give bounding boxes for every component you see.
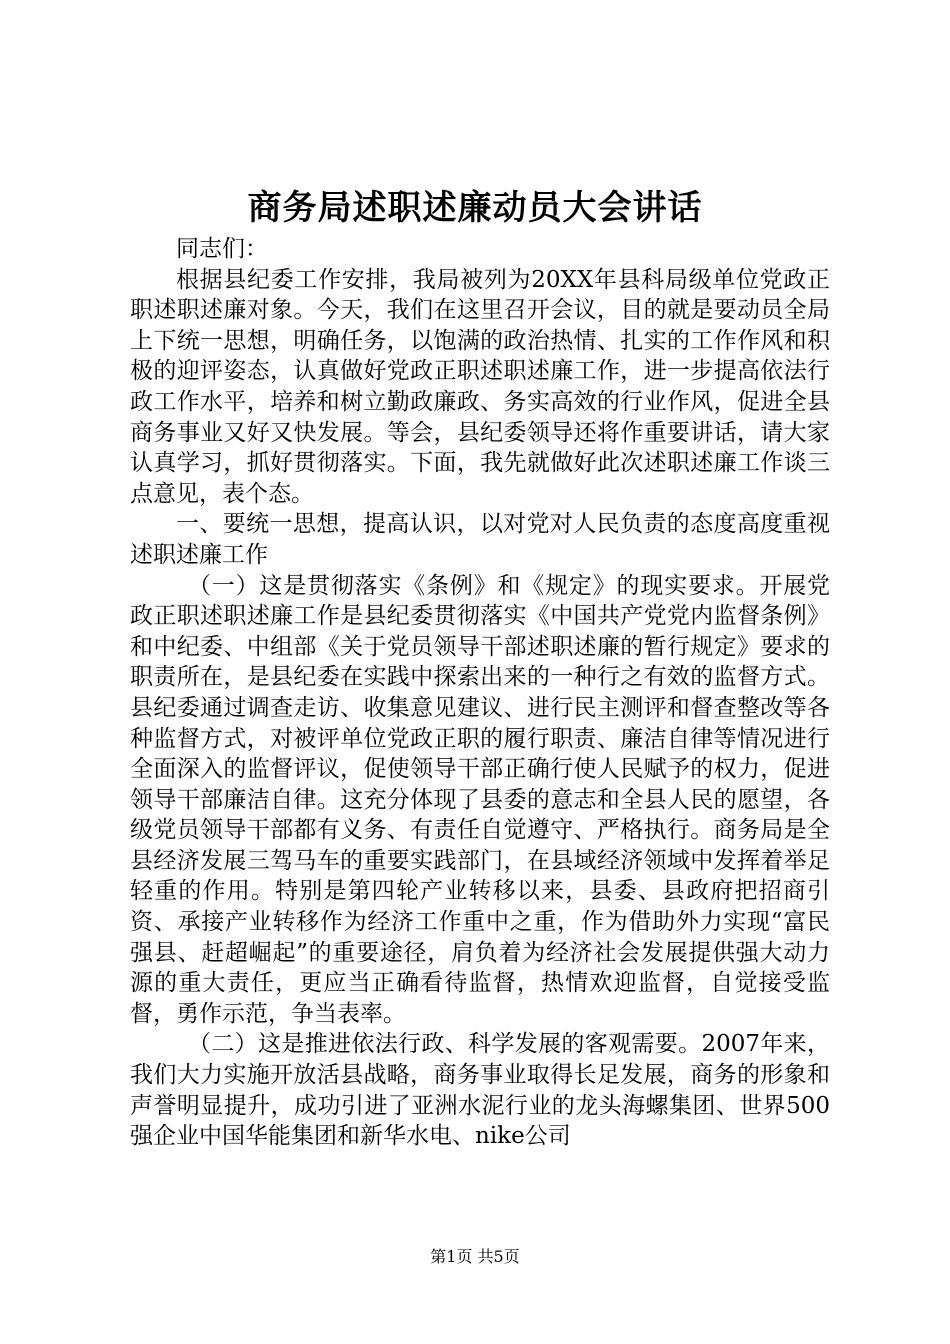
paragraph-subsection-1: （一）这是贯彻落实《条例》和《规定》的现实要求。开展党政正职述职述廉工作是县纪委贯彻落实《中国共产党党内监督条例》和中纪委、中组部《关于党员领导干部述职述廉的暂行规定》要求的职责所在，是县纪委在实践中探索出来的一种行之有效的监督方式。县纪委通过调查走访、收集意见建议、进行民主测评和督查整改等各种监督方式，对被评单位党政正职的履行职责、廉洁自律等情况进行全面深入的监督评议，促使领导干部正确行使人民赋予的权力，促进领导干部廉洁自律。这充分体现了县委的意志和全县人民的愿望，各级党员领导干部都有义务、有责任自觉遵守、严格执行。商务局是全县经济发展三驾马车的重要实践部门，在县域经济领域中发挥着举足轻重的作用。特别是第四轮产业转移以来，县委、县政府把招商引资、承接产业转移作为经济工作重中之重，作为借助外力实现“富民强县、赶超崛起”的重要途径，肩负着为经济社会发展提供强大动力源的重大责任，更应当正确看待监督，热情欢迎监督，自觉接受监督，勇作示范，争当表率。 [130, 572, 830, 1027]
paragraph-intro: 根据县纪委工作安排，我局被列为20XX年县科局级单位党政正职述职述廉对象。今天，我们在这里召开会议，目的就是要动员全局上下统一思想，明确任务，以饱满的政治热情、扎实的工作作风和积极的迎评姿态，认真做好党政正职述职述廉工作，进一步提高依法行政工作水平，培养和树立勤政廉政、务实高效的行业作风，促进全县商务事业又好又快发展。等会，县纪委领导还将作重要讲话，请大家认真学习，抓好贯彻落实。下面，我先就做好此次述职述廉工作谈三点意见，表个态。 [130, 266, 830, 507]
paragraph-subsection-2: （二）这是推进依法行政、科学发展的客观需要。2007年来，我们大力实施开放活县战略，商务事业取得长足发展，商务的形象和声誉明显提升，成功引进了亚洲水泥行业的龙头海螺集团、世界500强企业中国华能集团和新华水电、nike公司 [130, 1031, 830, 1150]
page-number-footer: 第1页 共5页 [430, 1247, 520, 1266]
section-heading-1: 一、要统一思想，提高认识，以对党对人民负责的态度高度重视述职述廉工作 [130, 511, 830, 568]
greeting: 同志们： [176, 236, 268, 262]
document-title: 商务局述职述廉动员大会讲话 [247, 188, 703, 228]
document-body [130, 234, 830, 1152]
